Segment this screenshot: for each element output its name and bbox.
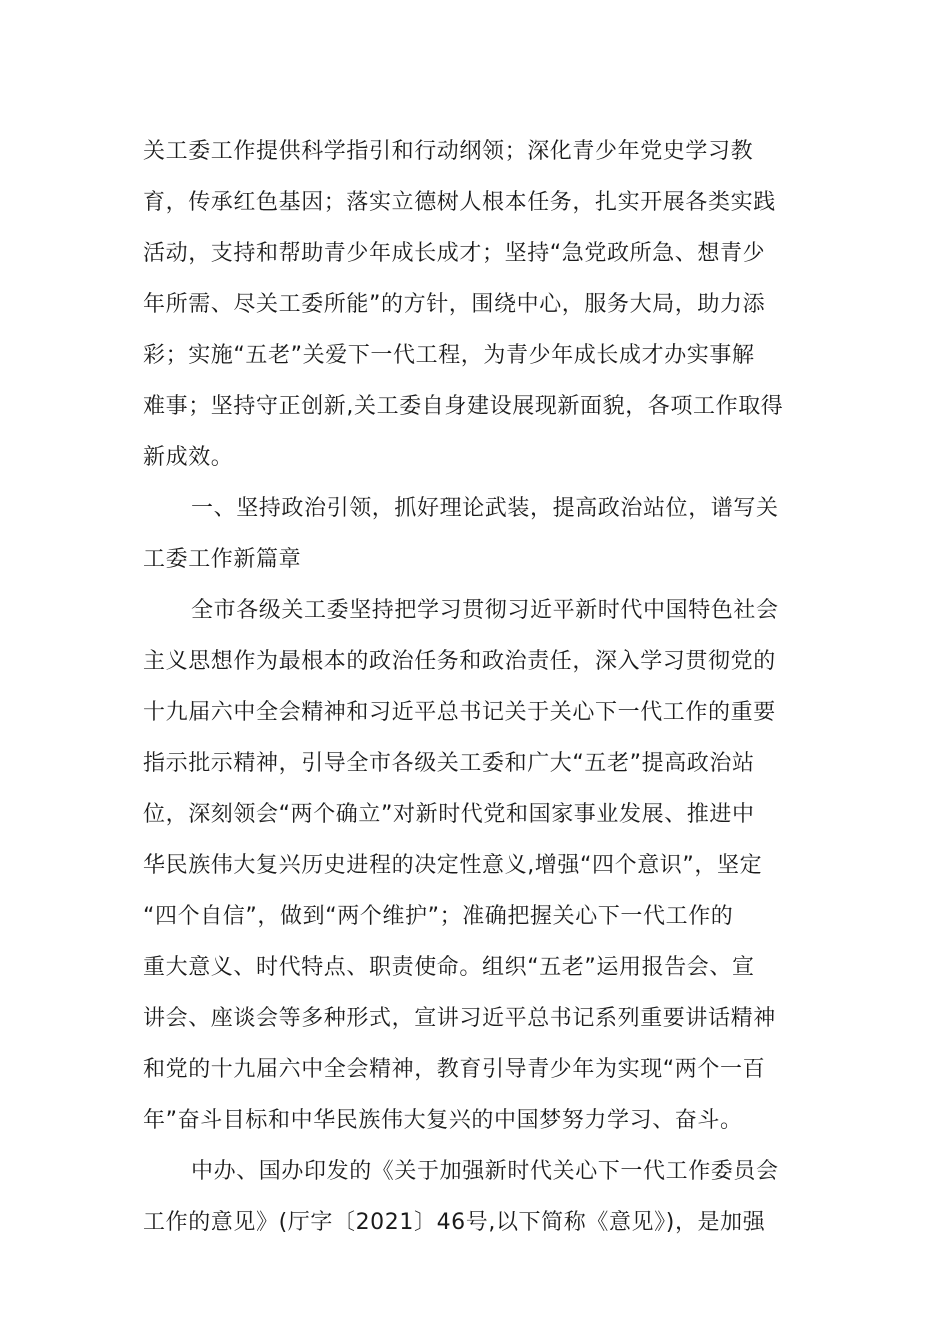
section-heading-line: 一、坚持政治引领，抓好理论武装，提高政治站位，谱写关 [191, 496, 779, 521]
text-line: 十九届六中全会精神和习近平总书记关于关心下一代工作的重要 [143, 700, 776, 725]
text-line: 年所需、尽关工委所能”的方针，围绕中心，服务大局，助力添 [143, 292, 766, 317]
text-line: 指示批示精神，引导全市各级关工委和广大“五老”提高政治站 [143, 751, 755, 776]
text-line: “四个自信”，做到“两个维护”；准确把握关心下一代工作的 [143, 904, 734, 929]
text-line: 活动，支持和帮助青少年成长成才；坚持“急党政所急、想青少 [143, 241, 766, 266]
text-line: 难事；坚持守正创新,关工委自身建设展现新面貌，各项工作取得 [143, 394, 784, 419]
text-line: 新成效。 [143, 445, 234, 470]
section-heading-line: 工委工作新篇章 [143, 547, 302, 572]
text-line: 关工委工作提供科学指引和行动纲领；深化青少年党史学习教 [143, 139, 754, 164]
text-line: 年”奋斗目标和中华民族伟大复兴的中国梦努力学习、奋斗。 [143, 1108, 743, 1133]
text-line: 讲会、座谈会等多种形式，宣讲习近平总书记系列重要讲话精神 [143, 1006, 776, 1031]
text-line: 华民族伟大复兴历史进程的决定性意义,增强“四个意识”，坚定 [143, 853, 763, 878]
text-line: 彩；实施“五老”关爱下一代工程，为青少年成长成才办实事解 [143, 343, 755, 368]
text-line: 中办、国办印发的《关于加强新时代关心下一代工作委员会 [191, 1159, 779, 1184]
text-line: 育，传承红色基因；落实立德树人根本任务，扎实开展各类实践 [143, 190, 776, 215]
text-line: 全市各级关工委坚持把学习贯彻习近平新时代中国特色社会 [191, 598, 779, 623]
text-line: 和党的十九届六中全会精神，教育引导青少年为实现“两个一百 [143, 1057, 766, 1082]
document-body [143, 126, 811, 1248]
text-line: 主义思想作为最根本的政治任务和政治责任，深入学习贯彻党的 [143, 649, 776, 674]
text-line: 位，深刻领会“两个确立”对新时代党和国家事业发展、推进中 [143, 802, 755, 827]
text-line: 工作的意见》(厅字〔2021〕46号,以下简称《意见》)，是加强 [143, 1210, 766, 1235]
text-line: 重大意义、时代特点、职责使命。组织“五老”运用报告会、宣 [143, 955, 755, 980]
